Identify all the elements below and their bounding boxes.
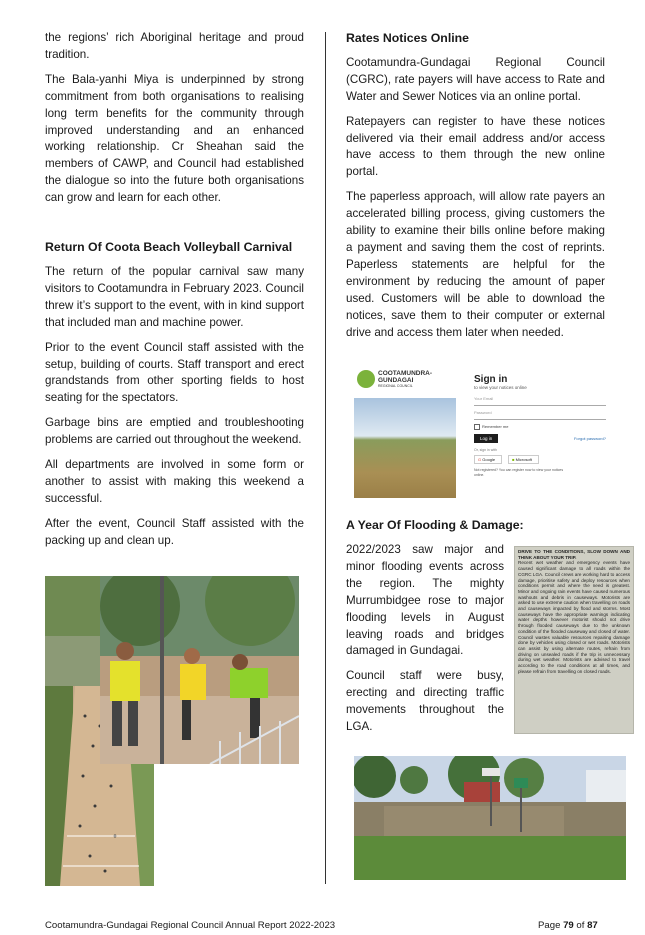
paragraph: Ratepayers can register to have these notices delivered via their email address and/or access have access to them through the new online portal. [346,114,605,179]
page-number [538,920,598,931]
paragraph: The paperless approach, will allow rate payers an accelerated billing process, giving customers the ability to examine their bills online before making a payment and saving them the cost of reprints. Paperless statements are helpful for the environment by reducing the amount of paper used. Customers will be able to download the notices, save them to their computer or external drive and access them later when needed. [346,190,605,339]
left-column [45,30,304,558]
logo-line2: GUNDAGAI [378,377,414,384]
paragraph: Prior to the event Council staff assisted with the setup, building of courts. Staff transport and erect grandstands from other sporting fields to host seating for the spectators. [45,340,304,405]
paragraph: 2022/2023 saw major and minor flooding events across the region. The mighty Murrumbidgee rose to major flooding levels in August leaving roads and bridges damaged in Gundagai. [346,543,504,658]
rates-heading: Rates Notices Online [346,31,470,45]
login-button[interactable]: Log in [474,434,498,443]
column-divider [325,32,326,884]
paragraph: the regions’ rich Aboriginal heritage and proud tradition. [45,31,304,61]
remember-checkbox[interactable] [474,424,606,430]
password-input[interactable]: Password [474,410,606,420]
landscape-photo [354,398,456,498]
flooding-text [346,542,504,744]
road-conditions-notice [514,546,634,734]
microsoft-label: Microsoft [515,457,532,462]
logo-line1: COOTAMUNDRA- [378,370,433,377]
paragraph: Cootamundra-Gundagai Regional Council (CGRC), rate payers will have access to Rate and Water and Sewer Notices via an online portal. [346,55,605,103]
rates-portal-screenshot [354,366,608,498]
page-current: 79 [563,920,574,931]
signin-panel [474,374,606,477]
paragraph: The return of the popular carnival saw many visitors to Cootamundra in February 2023. Council threw it’s support to the event, with in kind support that included man and machine power. [45,264,304,329]
or-signin-label: Or, sign in with [474,448,497,452]
logo-mark-icon [357,370,375,388]
flooding-heading: A Year Of Flooding & Damage: [346,518,524,532]
signin-subtitle: to view your notices online [474,385,527,390]
notice-body: Recent wet weather and emergency events have caused significant damage to all roads within the CGRC LGA. Council crews are working hard to access damage, prioritise safety and deploy resources when conditions permit and where the need is greatest. Minor and ongoing rain events have caused numerous washouts and debris in causeways. Motorists are asked to use extreme caution when travelling on roads and causeways impacted by flood and storms. Most causeways have the appropriate warnings indicating water depths however motorist should not drive through flooded causeways due to the unknown condition of the flooded causeway and closed of water. Council wastes valuable resources repairing damage done by vehicles using closed or wet roads. Motorists can assist by using alternate routes, refrain from driving on unsealed roads if the trip is unnecessary during wet weather. Motorists are advised to travel according to the road conditions at all times, and please refrain from travelling on closed roads. [518,560,630,674]
google-label: Google [482,457,496,462]
footer-title: Cootamundra-Gundagai Regional Council Annual Report 2022-2023 [45,920,336,931]
paragraph: Garbage bins are emptied and troubleshooting problems are carried out throughout the weekend. [45,416,304,447]
microsoft-icon: ■ [512,457,516,462]
forgot-password-link[interactable]: Forgot password? [573,436,606,441]
flooded-road-photo [354,756,626,880]
council-staff-building-court-photo [100,576,299,764]
page-label: Page [538,920,564,931]
microsoft-signin-button[interactable] [508,455,539,464]
paragraph: After the event, Council Staff assisted with the packing up and clean up. [45,516,304,547]
paragraph: All departments are involved in some form or another to assist with making this weekend a successful. [45,458,304,505]
google-icon: G [478,457,483,462]
logo-sub: REGIONAL COUNCIL [378,384,413,388]
notice-title: DRIVE TO THE CONDITIONS, SLOW DOWN AND THINK ABOUT YOUR TRIP. [518,549,630,560]
council-logo [357,370,432,388]
right-column [346,30,605,349]
paragraph: The Bala-yanhi Miya is underpinned by strong commitment from both organisations to realising long term benefits for the community through improved understanding and an enhanced working relationship. Cr Sheahan said the members of CAWP, and Council had established the dialogue so into the future both organisations can grow and learn for each other. [45,72,304,205]
page-of: of [573,920,588,931]
register-text: Not registered? You can register now to view your notices online. [474,468,564,477]
volleyball-heading: Return Of Coota Beach Volleyball Carnival [45,240,293,255]
remember-label: Remember me [482,424,509,430]
page-total: 87 [587,920,598,931]
email-input[interactable]: Your Email [474,396,606,406]
signin-title: Sign in [474,374,508,385]
google-signin-button[interactable] [474,455,502,464]
checkbox-icon [474,424,480,430]
paragraph: Council staff were busy, erecting and directing traffic movements throughout the LGA. [346,669,504,734]
